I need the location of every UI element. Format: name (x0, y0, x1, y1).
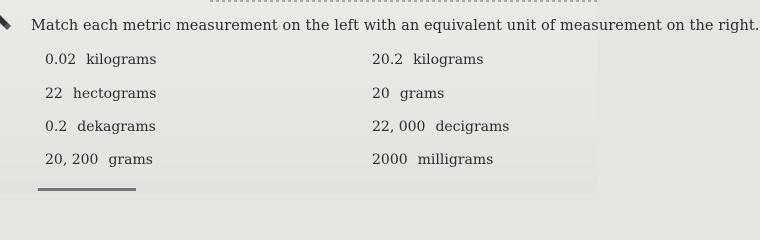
left-item-unit: kilograms (86, 52, 157, 68)
right-item-value: 20.2 (372, 52, 404, 68)
right-item-3 (372, 119, 509, 135)
left-item-unit: hectograms (72, 86, 157, 102)
left-item-value: 0.02 (45, 52, 77, 68)
question-prompt: Match each metric measurement on the left with an equivalent unit of measurement on the right. (31, 18, 760, 34)
left-item-4 (45, 152, 153, 168)
left-item-2 (45, 86, 157, 102)
right-item-unit: kilograms (413, 52, 484, 68)
answer-box-edge (38, 188, 136, 191)
right-item-1 (372, 52, 484, 68)
left-item-value: 20, 200 (45, 152, 99, 168)
left-item-unit: dekagrams (77, 119, 156, 135)
left-item-value: 0.2 (45, 119, 68, 135)
right-item-4 (372, 152, 493, 168)
left-item-unit: grams (108, 152, 153, 168)
faint-top-text (210, 0, 597, 4)
right-item-value: 2000 (372, 152, 408, 168)
right-item-value: 22, 000 (372, 119, 426, 135)
left-item-3 (45, 119, 156, 135)
pencil-icon (0, 11, 12, 33)
right-item-unit: milligrams (417, 152, 494, 168)
right-item-2 (372, 86, 444, 102)
right-item-unit: grams (399, 86, 445, 102)
right-item-unit: decigrams (435, 119, 510, 135)
right-item-value: 20 (372, 86, 390, 102)
left-item-1 (45, 52, 157, 68)
left-item-value: 22 (45, 86, 63, 102)
